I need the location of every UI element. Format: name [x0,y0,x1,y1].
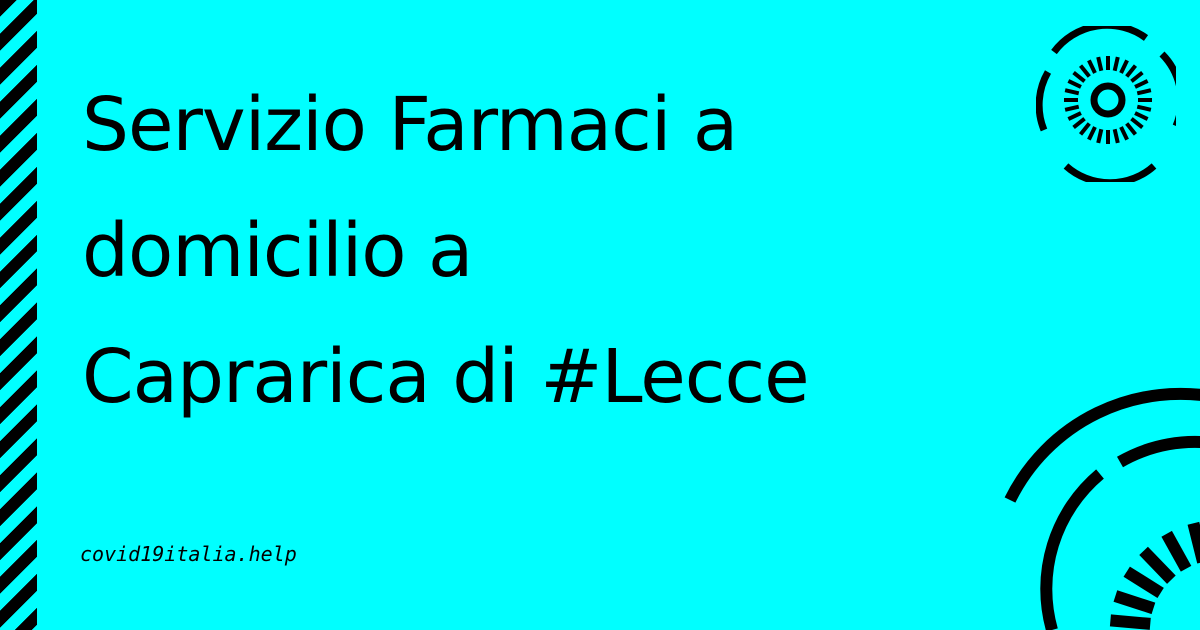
sunburst-tick [1127,66,1136,77]
outer-arc-right [1162,54,1176,126]
sunburst-tick [1135,81,1148,87]
sunburst-tick [1098,129,1101,143]
sunburst-circle-icon [1036,26,1176,182]
sunburst-arc-icon [990,380,1200,630]
sunburst-tick [1074,73,1085,82]
sunburst-tick [1121,60,1127,73]
inner-ring [1094,86,1122,114]
inner-arc-segment [1120,442,1200,462]
sunburst-ticks [1064,56,1152,144]
sunburst-tick [1137,107,1151,110]
sunburst-tick [1081,123,1090,134]
headline-line-2: domicilio a [82,208,473,294]
sunburst-rays [1110,520,1200,624]
headline-line-1: Servizio Farmaci a [82,82,738,168]
outer-arc-bottom [1066,166,1154,182]
sunburst-ray [1144,551,1172,580]
inner-arc-large [1046,474,1100,630]
sunburst-tick [1137,90,1151,93]
sunburst-tick [1074,119,1085,128]
diagonal-stripes-icon [0,0,37,630]
sunburst-ray [1110,620,1150,623]
sunburst-tick [1065,107,1079,110]
sunburst-tick [1089,60,1095,73]
site-url: covid19italia.help [80,542,297,566]
page-title [82,62,1002,440]
headline-line-3: Caprarica di #Lecce [82,334,809,420]
sunburst-ray [1127,572,1161,593]
outer-arc-top [1054,26,1146,52]
sunburst-ray [1115,596,1153,608]
sunburst-ray [1167,534,1186,569]
sunburst-tick [1131,119,1142,128]
sunburst-tick [1065,90,1079,93]
outer-arc-left [1039,72,1048,130]
sunburst-tick [1127,123,1136,134]
sunburst-tick [1131,73,1142,82]
sunburst-tick [1089,127,1095,140]
sunburst-tick [1115,57,1118,71]
sunburst-tick [1135,113,1148,119]
sunburst-tick [1115,129,1118,143]
sunburst-tick [1098,57,1101,71]
sunburst-tick [1081,66,1090,77]
sunburst-tick [1121,127,1127,140]
sunburst-tick [1068,113,1081,119]
sunburst-ray [1193,523,1200,562]
sunburst-tick [1068,81,1081,87]
